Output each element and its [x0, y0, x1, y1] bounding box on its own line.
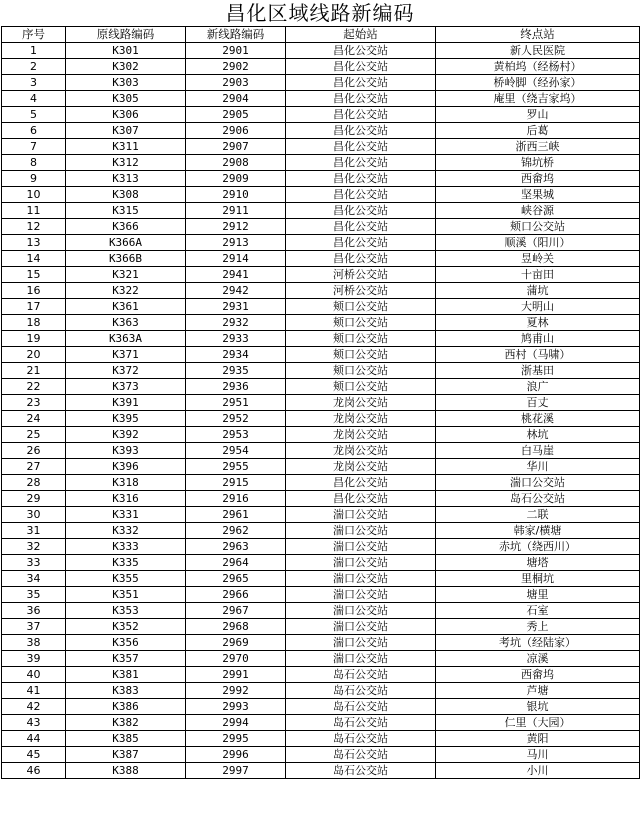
cell-index: 29	[2, 491, 66, 507]
cell-start-station: 岛石公交站	[286, 747, 436, 763]
cell-start-station: 岛石公交站	[286, 683, 436, 699]
cell-end-station: 百丈	[436, 395, 640, 411]
cell-end-station: 华川	[436, 459, 640, 475]
cell-index: 45	[2, 747, 66, 763]
cell-start-station: 湍口公交站	[286, 619, 436, 635]
cell-start-station: 湍口公交站	[286, 555, 436, 571]
table-row	[2, 539, 640, 555]
cell-index: 12	[2, 219, 66, 235]
cell-end-station: 夏林	[436, 315, 640, 331]
cell-start-station: 昌化公交站	[286, 187, 436, 203]
cell-start-station: 龙岗公交站	[286, 443, 436, 459]
table-row	[2, 763, 640, 779]
table-row	[2, 235, 640, 251]
cell-index: 21	[2, 363, 66, 379]
cell-index: 19	[2, 331, 66, 347]
table-row	[2, 459, 640, 475]
cell-old-code: K373	[66, 379, 186, 395]
cell-end-station: 韩家/横塘	[436, 523, 640, 539]
cell-new-code: 2996	[186, 747, 286, 763]
cell-index: 9	[2, 171, 66, 187]
cell-start-station: 昌化公交站	[286, 475, 436, 491]
cell-new-code: 2906	[186, 123, 286, 139]
cell-end-station: 黄柏坞（经杨村）	[436, 59, 640, 75]
cell-start-station: 龙岗公交站	[286, 411, 436, 427]
table-row	[2, 651, 640, 667]
table-row	[2, 379, 640, 395]
cell-end-station: 浙西三峡	[436, 139, 640, 155]
cell-new-code: 2968	[186, 619, 286, 635]
cell-end-station: 鸠甫山	[436, 331, 640, 347]
cell-index: 44	[2, 731, 66, 747]
cell-start-station: 昌化公交站	[286, 43, 436, 59]
cell-old-code: K396	[66, 459, 186, 475]
cell-end-station: 坚果城	[436, 187, 640, 203]
cell-old-code: K381	[66, 667, 186, 683]
table-row	[2, 427, 640, 443]
table-row	[2, 555, 640, 571]
cell-start-station: 颊口公交站	[286, 379, 436, 395]
cell-start-station: 湍口公交站	[286, 523, 436, 539]
cell-index: 43	[2, 715, 66, 731]
cell-end-station: 浙基田	[436, 363, 640, 379]
cell-new-code: 2942	[186, 283, 286, 299]
table-row	[2, 411, 640, 427]
header-index: 序号	[2, 27, 66, 43]
table-row	[2, 523, 640, 539]
table-row	[2, 731, 640, 747]
cell-start-station: 颊口公交站	[286, 331, 436, 347]
cell-end-station: 林坑	[436, 427, 640, 443]
cell-old-code: K333	[66, 539, 186, 555]
cell-start-station: 昌化公交站	[286, 251, 436, 267]
cell-old-code: K356	[66, 635, 186, 651]
cell-start-station: 岛石公交站	[286, 699, 436, 715]
cell-new-code: 2997	[186, 763, 286, 779]
cell-old-code: K366B	[66, 251, 186, 267]
cell-end-station: 大明山	[436, 299, 640, 315]
cell-old-code: K332	[66, 523, 186, 539]
cell-old-code: K302	[66, 59, 186, 75]
cell-start-station: 岛石公交站	[286, 667, 436, 683]
cell-new-code: 2961	[186, 507, 286, 523]
cell-index: 18	[2, 315, 66, 331]
cell-old-code: K321	[66, 267, 186, 283]
cell-end-station: 十亩田	[436, 267, 640, 283]
cell-new-code: 2967	[186, 603, 286, 619]
header-start-station: 起始站	[286, 27, 436, 43]
cell-index: 11	[2, 203, 66, 219]
cell-end-station: 黄阳	[436, 731, 640, 747]
cell-index: 25	[2, 427, 66, 443]
cell-end-station: 顺溪（阳川）	[436, 235, 640, 251]
cell-end-station: 后葛	[436, 123, 640, 139]
cell-start-station: 岛石公交站	[286, 763, 436, 779]
cell-start-station: 岛石公交站	[286, 715, 436, 731]
cell-old-code: K371	[66, 347, 186, 363]
cell-new-code: 2952	[186, 411, 286, 427]
cell-start-station: 湍口公交站	[286, 587, 436, 603]
cell-old-code: K316	[66, 491, 186, 507]
table-row	[2, 283, 640, 299]
cell-index: 30	[2, 507, 66, 523]
cell-end-station: 赤坑（绕西川）	[436, 539, 640, 555]
table-row	[2, 107, 640, 123]
cell-index: 5	[2, 107, 66, 123]
table-row	[2, 59, 640, 75]
cell-old-code: K308	[66, 187, 186, 203]
cell-start-station: 河桥公交站	[286, 283, 436, 299]
table-row	[2, 571, 640, 587]
table-row	[2, 139, 640, 155]
cell-new-code: 2905	[186, 107, 286, 123]
cell-new-code: 2916	[186, 491, 286, 507]
cell-new-code: 2936	[186, 379, 286, 395]
cell-old-code: K387	[66, 747, 186, 763]
table-row	[2, 443, 640, 459]
cell-new-code: 2962	[186, 523, 286, 539]
cell-index: 2	[2, 59, 66, 75]
cell-old-code: K305	[66, 91, 186, 107]
table-row	[2, 91, 640, 107]
cell-index: 40	[2, 667, 66, 683]
cell-old-code: K372	[66, 363, 186, 379]
cell-index: 37	[2, 619, 66, 635]
cell-end-station: 罗山	[436, 107, 640, 123]
cell-start-station: 龙岗公交站	[286, 459, 436, 475]
cell-new-code: 2915	[186, 475, 286, 491]
cell-index: 1	[2, 43, 66, 59]
table-row	[2, 251, 640, 267]
cell-index: 33	[2, 555, 66, 571]
cell-new-code: 2914	[186, 251, 286, 267]
cell-index: 15	[2, 267, 66, 283]
cell-old-code: K311	[66, 139, 186, 155]
table-row	[2, 347, 640, 363]
table-row	[2, 155, 640, 171]
cell-index: 36	[2, 603, 66, 619]
cell-start-station: 湍口公交站	[286, 651, 436, 667]
cell-new-code: 2911	[186, 203, 286, 219]
cell-index: 34	[2, 571, 66, 587]
cell-new-code: 2991	[186, 667, 286, 683]
cell-old-code: K307	[66, 123, 186, 139]
table-row	[2, 667, 640, 683]
cell-old-code: K382	[66, 715, 186, 731]
cell-new-code: 2912	[186, 219, 286, 235]
table-row	[2, 491, 640, 507]
cell-end-station: 芦塘	[436, 683, 640, 699]
cell-end-station: 峡谷源	[436, 203, 640, 219]
cell-end-station: 二联	[436, 507, 640, 523]
cell-start-station: 湍口公交站	[286, 539, 436, 555]
table-row	[2, 331, 640, 347]
cell-index: 10	[2, 187, 66, 203]
cell-index: 22	[2, 379, 66, 395]
cell-end-station: 小川	[436, 763, 640, 779]
page-title: 昌化区域线路新编码	[225, 1, 415, 25]
cell-new-code: 2931	[186, 299, 286, 315]
cell-old-code: K357	[66, 651, 186, 667]
cell-new-code: 2904	[186, 91, 286, 107]
table-row	[2, 619, 640, 635]
cell-end-station: 西畲坞	[436, 667, 640, 683]
table-row	[2, 123, 640, 139]
cell-old-code: K361	[66, 299, 186, 315]
cell-new-code: 2995	[186, 731, 286, 747]
cell-start-station: 颊口公交站	[286, 299, 436, 315]
table-row	[2, 699, 640, 715]
cell-index: 28	[2, 475, 66, 491]
header-end-station: 终点站	[436, 27, 640, 43]
cell-start-station: 龙岗公交站	[286, 395, 436, 411]
cell-new-code: 2994	[186, 715, 286, 731]
cell-new-code: 2992	[186, 683, 286, 699]
cell-new-code: 2907	[186, 139, 286, 155]
cell-old-code: K363A	[66, 331, 186, 347]
route-code-table	[1, 26, 640, 779]
cell-end-station: 西村（马啸）	[436, 347, 640, 363]
table-row	[2, 507, 640, 523]
cell-index: 16	[2, 283, 66, 299]
cell-start-station: 岛石公交站	[286, 731, 436, 747]
cell-old-code: K366A	[66, 235, 186, 251]
cell-start-station: 湍口公交站	[286, 635, 436, 651]
cell-new-code: 2951	[186, 395, 286, 411]
cell-new-code: 2910	[186, 187, 286, 203]
cell-end-station: 西畲坞	[436, 171, 640, 187]
cell-new-code: 2935	[186, 363, 286, 379]
cell-index: 42	[2, 699, 66, 715]
cell-start-station: 颊口公交站	[286, 315, 436, 331]
cell-old-code: K318	[66, 475, 186, 491]
table-row	[2, 75, 640, 91]
cell-start-station: 湍口公交站	[286, 571, 436, 587]
cell-old-code: K322	[66, 283, 186, 299]
cell-index: 24	[2, 411, 66, 427]
cell-end-station: 仁里（大园）	[436, 715, 640, 731]
table-row	[2, 635, 640, 651]
cell-new-code: 2963	[186, 539, 286, 555]
cell-start-station: 昌化公交站	[286, 59, 436, 75]
cell-end-station: 塘塔	[436, 555, 640, 571]
cell-old-code: K391	[66, 395, 186, 411]
cell-old-code: K312	[66, 155, 186, 171]
cell-new-code: 2953	[186, 427, 286, 443]
cell-new-code: 2902	[186, 59, 286, 75]
cell-old-code: K388	[66, 763, 186, 779]
cell-old-code: K352	[66, 619, 186, 635]
cell-index: 31	[2, 523, 66, 539]
cell-end-station: 秀上	[436, 619, 640, 635]
cell-end-station: 塘里	[436, 587, 640, 603]
cell-index: 23	[2, 395, 66, 411]
cell-end-station: 考坑（经陆家）	[436, 635, 640, 651]
cell-start-station: 昌化公交站	[286, 235, 436, 251]
cell-old-code: K335	[66, 555, 186, 571]
cell-start-station: 昌化公交站	[286, 107, 436, 123]
cell-end-station: 锦坑桥	[436, 155, 640, 171]
cell-index: 6	[2, 123, 66, 139]
cell-new-code: 2969	[186, 635, 286, 651]
cell-old-code: K306	[66, 107, 186, 123]
cell-index: 32	[2, 539, 66, 555]
cell-new-code: 2913	[186, 235, 286, 251]
cell-end-station: 蒲坑	[436, 283, 640, 299]
cell-new-code: 2966	[186, 587, 286, 603]
cell-old-code: K383	[66, 683, 186, 699]
table-row	[2, 203, 640, 219]
cell-end-station: 颊口公交站	[436, 219, 640, 235]
cell-new-code: 2964	[186, 555, 286, 571]
cell-new-code: 2932	[186, 315, 286, 331]
cell-start-station: 昌化公交站	[286, 171, 436, 187]
cell-end-station: 石室	[436, 603, 640, 619]
cell-start-station: 昌化公交站	[286, 155, 436, 171]
table-row	[2, 395, 640, 411]
table-row	[2, 747, 640, 763]
cell-old-code: K315	[66, 203, 186, 219]
cell-index: 35	[2, 587, 66, 603]
cell-end-station: 桃花溪	[436, 411, 640, 427]
cell-start-station: 颊口公交站	[286, 363, 436, 379]
cell-index: 27	[2, 459, 66, 475]
cell-new-code: 2908	[186, 155, 286, 171]
cell-old-code: K366	[66, 219, 186, 235]
cell-old-code: K385	[66, 731, 186, 747]
cell-start-station: 昌化公交站	[286, 219, 436, 235]
cell-old-code: K395	[66, 411, 186, 427]
cell-end-station: 里桐坑	[436, 571, 640, 587]
cell-old-code: K392	[66, 427, 186, 443]
cell-start-station: 昌化公交站	[286, 491, 436, 507]
table-row	[2, 363, 640, 379]
cell-start-station: 龙岗公交站	[286, 427, 436, 443]
cell-old-code: K313	[66, 171, 186, 187]
cell-new-code: 2909	[186, 171, 286, 187]
cell-end-station: 岛石公交站	[436, 491, 640, 507]
table-header-row	[2, 27, 640, 43]
cell-end-station: 昱岭关	[436, 251, 640, 267]
cell-index: 46	[2, 763, 66, 779]
cell-end-station: 马川	[436, 747, 640, 763]
table-row	[2, 43, 640, 59]
cell-index: 3	[2, 75, 66, 91]
cell-old-code: K303	[66, 75, 186, 91]
cell-start-station: 昌化公交站	[286, 139, 436, 155]
table-row	[2, 299, 640, 315]
cell-end-station: 白马崖	[436, 443, 640, 459]
table-row	[2, 603, 640, 619]
cell-start-station: 昌化公交站	[286, 91, 436, 107]
cell-new-code: 2954	[186, 443, 286, 459]
cell-new-code: 2933	[186, 331, 286, 347]
header-new-code: 新线路编码	[186, 27, 286, 43]
table-row	[2, 171, 640, 187]
cell-start-station: 河桥公交站	[286, 267, 436, 283]
table-row	[2, 267, 640, 283]
cell-index: 20	[2, 347, 66, 363]
cell-start-station: 昌化公交站	[286, 203, 436, 219]
cell-new-code: 2970	[186, 651, 286, 667]
cell-end-station: 庵里（绕吉家坞）	[436, 91, 640, 107]
cell-old-code: K351	[66, 587, 186, 603]
cell-new-code: 2993	[186, 699, 286, 715]
cell-start-station: 颊口公交站	[286, 347, 436, 363]
cell-old-code: K301	[66, 43, 186, 59]
table-body	[2, 43, 640, 779]
cell-end-station: 银坑	[436, 699, 640, 715]
table-row	[2, 587, 640, 603]
cell-index: 26	[2, 443, 66, 459]
cell-index: 13	[2, 235, 66, 251]
cell-index: 4	[2, 91, 66, 107]
cell-index: 7	[2, 139, 66, 155]
cell-index: 38	[2, 635, 66, 651]
cell-old-code: K353	[66, 603, 186, 619]
cell-new-code: 2934	[186, 347, 286, 363]
cell-index: 17	[2, 299, 66, 315]
cell-end-station: 浪广	[436, 379, 640, 395]
cell-index: 41	[2, 683, 66, 699]
cell-old-code: K355	[66, 571, 186, 587]
table-row	[2, 315, 640, 331]
cell-index: 14	[2, 251, 66, 267]
cell-new-code: 2965	[186, 571, 286, 587]
cell-end-station: 湍口公交站	[436, 475, 640, 491]
cell-end-station: 桥岭脚（经孙家）	[436, 75, 640, 91]
cell-index: 39	[2, 651, 66, 667]
cell-start-station: 湍口公交站	[286, 603, 436, 619]
cell-old-code: K331	[66, 507, 186, 523]
cell-start-station: 昌化公交站	[286, 123, 436, 139]
cell-end-station: 凉溪	[436, 651, 640, 667]
cell-old-code: K363	[66, 315, 186, 331]
cell-start-station: 昌化公交站	[286, 75, 436, 91]
cell-new-code: 2903	[186, 75, 286, 91]
cell-old-code: K393	[66, 443, 186, 459]
table-row	[2, 475, 640, 491]
table-row	[2, 187, 640, 203]
cell-old-code: K386	[66, 699, 186, 715]
cell-new-code: 2941	[186, 267, 286, 283]
cell-end-station: 新人民医院	[436, 43, 640, 59]
cell-new-code: 2901	[186, 43, 286, 59]
table-row	[2, 683, 640, 699]
table-row	[2, 715, 640, 731]
cell-index: 8	[2, 155, 66, 171]
cell-start-station: 湍口公交站	[286, 507, 436, 523]
table-row	[2, 219, 640, 235]
header-old-code: 原线路编码	[66, 27, 186, 43]
cell-new-code: 2955	[186, 459, 286, 475]
